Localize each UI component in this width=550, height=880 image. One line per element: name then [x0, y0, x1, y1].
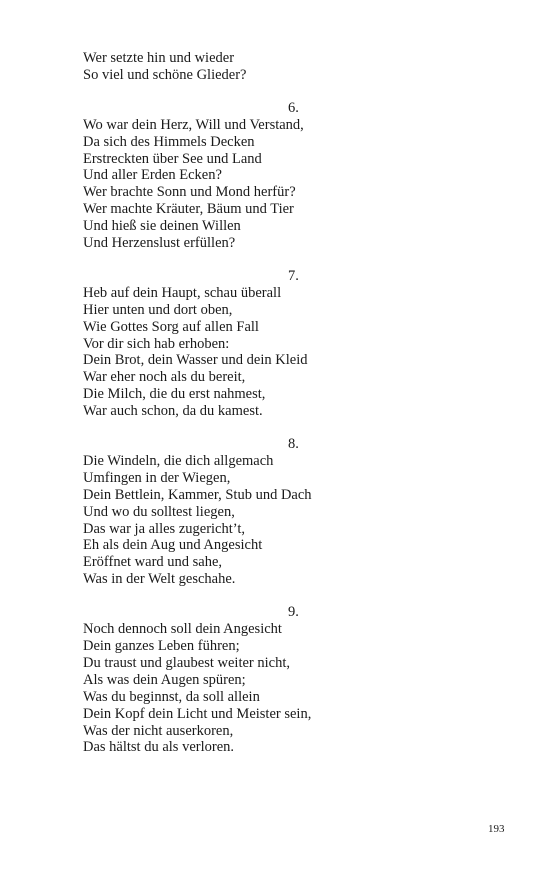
verse-line: Und wo du solltest liegen,	[83, 503, 235, 520]
verse-line: Die Windeln, die dich allgemach	[83, 453, 274, 470]
verse-line: Eröffnet ward und sahe,	[83, 554, 223, 571]
verse-line: Dein Brot, dein Wasser und dein Kleid	[83, 352, 308, 369]
stanza-7	[83, 268, 483, 420]
verse-line: Dein Kopf dein Licht und Meister sein,	[83, 705, 312, 722]
verse-line: Was der nicht auserkoren,	[83, 722, 234, 739]
stanza-6	[83, 100, 483, 252]
verse-line: Du traust und glaubest weiter nicht,	[83, 654, 290, 671]
verse-line: Und hieß sie deinen Willen	[83, 218, 241, 235]
verse-line: Was du beginnst, da soll allein	[83, 688, 260, 705]
verse-line: Das war ja alles zugericht’t,	[83, 520, 245, 537]
verse-line: Die Milch, die du erst nahmest,	[83, 386, 266, 403]
verse-line: Vor dir sich hab erhoben:	[83, 335, 230, 352]
stanza-9	[83, 604, 483, 756]
verse-line: Das hältst du als verloren.	[83, 739, 235, 756]
stanza-5-end	[83, 50, 483, 84]
verse-line: Wie Gottes Sorg auf allen Fall	[83, 318, 259, 335]
verse-line: So viel und schöne Glieder?	[83, 66, 247, 83]
verse-line: Als was dein Augen spüren;	[83, 671, 246, 688]
verse-line: War eher noch als du bereit,	[83, 369, 246, 386]
verse-line: Heb auf dein Haupt, schau überall	[83, 284, 282, 301]
verse-line: Dein Bettlein, Kammer, Stub und Dach	[83, 486, 312, 503]
stanza-number: 9.	[288, 604, 299, 621]
verse-line: Da sich des Himmels Decken	[83, 133, 255, 150]
verse-line: Wer setzte hin und wieder	[83, 50, 235, 66]
verse-line: Wer machte Kräuter, Bäum und Tier	[83, 201, 294, 218]
verse-line: Wo war dein Herz, Will und Verstand,	[83, 116, 304, 133]
stanza-number: 7.	[288, 267, 299, 284]
verse-line: Erstreckten über See und Land	[83, 150, 262, 167]
verse-line: Eh als dein Aug und Angesicht	[83, 537, 263, 554]
verse-line: Noch dennoch soll dein Angesicht	[83, 621, 282, 638]
verse-line: Hier unten und dort oben,	[83, 301, 233, 318]
verse-line: Und Herzenslust erfüllen?	[83, 235, 236, 252]
verse-line: Umfingen in der Wiegen,	[83, 469, 231, 486]
poem-body	[83, 50, 483, 756]
verse-line: Wer brachte Sonn und Mond herfür?	[83, 184, 296, 201]
stanza-number: 6.	[288, 99, 299, 116]
page-number: 193	[488, 823, 505, 835]
stanza-8	[83, 436, 483, 588]
verse-line: Und aller Erden Ecken?	[83, 167, 222, 184]
verse-line: War auch schon, da du kamest.	[83, 403, 263, 420]
verse-line: Dein ganzes Leben führen;	[83, 638, 240, 655]
stanza-number: 8.	[288, 436, 299, 453]
verse-line: Was in der Welt geschahe.	[83, 571, 236, 588]
